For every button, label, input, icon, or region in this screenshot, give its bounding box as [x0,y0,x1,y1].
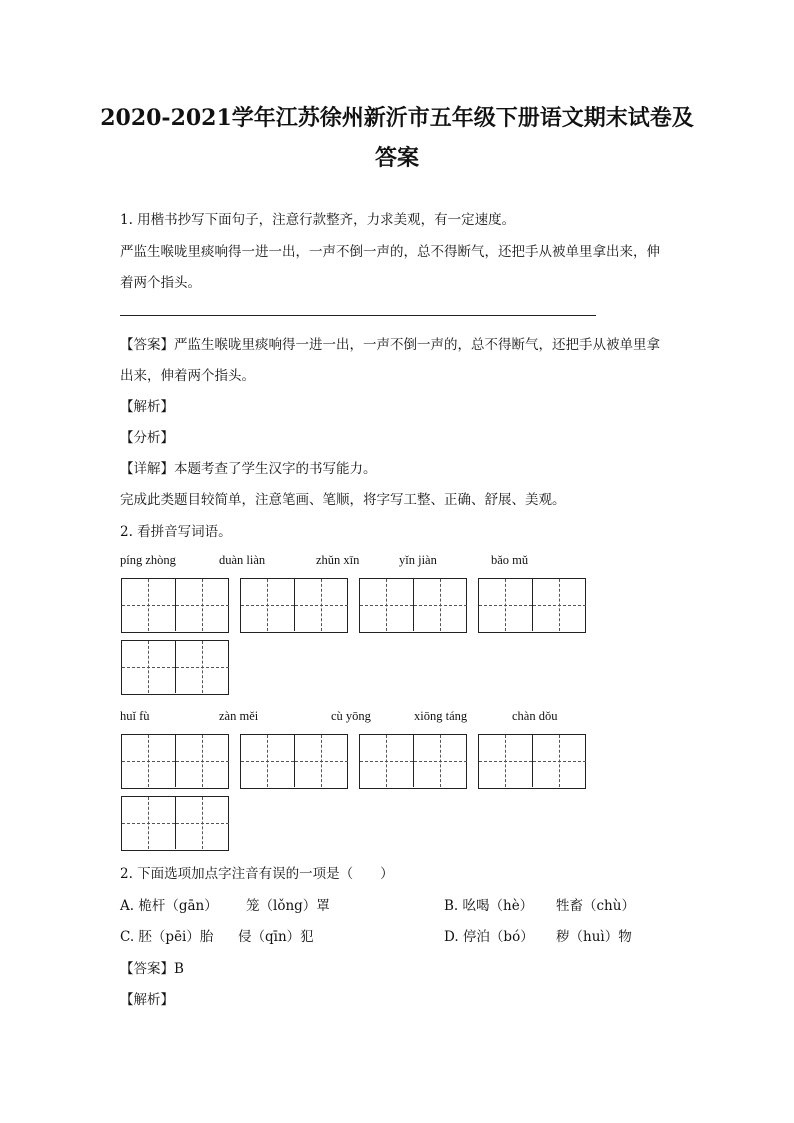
q3-option-d-1: D. 停泊（bó） [444,929,534,945]
pinyin-label: yǐn jiàn [399,553,437,567]
tianzige-box[interactable] [121,640,229,695]
q3-option-b-1: B. 吆喝（hè） [444,898,534,914]
pinyin-label: zhǔn xīn [316,553,360,567]
title-line-1: 2020-2021学年江苏徐州新沂市五年级下册语文期末试卷及 [100,105,694,131]
answer-blank-line [120,315,596,316]
q1-answer-line-2: 出来，伸着两个指头。 [120,368,255,384]
q1-fenxi: 【分析】 [120,430,174,446]
q3-option-d-2: 秽（huì）物 [556,929,632,945]
pinyin-label: zàn měi [219,709,259,723]
q1-prompt: 1. 用楷书抄写下面句子，注意行款整齐，力求美观，有一定速度。 [120,212,516,228]
document-title [100,98,694,178]
q1-text-line-2: 着两个指头。 [120,275,201,291]
q1-explain: 完成此类题目较简单，注意笔画、笔顺，将字写工整、正确、舒展、美观。 [120,492,566,508]
pinyin-label: chàn dǒu [512,709,558,723]
tianzige-box[interactable] [359,578,467,633]
title-line-2: 答案 [374,145,419,171]
q1-xiangjie: 【详解】本题考查了学生汉字的书写能力。 [120,461,377,477]
q1-jiexi: 【解析】 [120,399,174,415]
q3-answer: 【答案】B [120,961,184,977]
tianzige-box[interactable] [240,578,348,633]
pinyin-label: huǐ fù [120,709,150,723]
tianzige-box[interactable] [240,734,348,789]
q2-prompt: 2. 看拼音写词语。 [120,524,232,540]
q3-jiexi: 【解析】 [120,992,174,1008]
tianzige-box[interactable] [121,796,229,851]
q1-answer-line-1: 【答案】严监生喉咙里痰响得一进一出，一声不倒一声的，总不得断气，还把手从被单里拿 [120,337,660,353]
pinyin-label: cù yōng [331,709,371,723]
tianzige-box[interactable] [121,734,229,789]
pinyin-label: bǎo mǔ [491,553,529,567]
pinyin-label: duàn liàn [219,553,266,567]
tianzige-box[interactable] [478,734,586,789]
q3-prompt: 2. 下面选项加点字注音有误的一项是（ ） [120,866,394,882]
q3-option-b-2: 牲畜（chù） [556,898,635,914]
q3-option-a-1: A. 桅杆（gān） [120,898,218,914]
q3-option-a-2: 笼（lǒng）罩 [246,898,330,914]
tianzige-box[interactable] [121,578,229,633]
pinyin-label: píng zhòng [120,553,176,567]
tianzige-box[interactable] [478,578,586,633]
q3-option-c-2: 侵（qīn）犯 [238,929,314,945]
pinyin-label: xiōng táng [414,709,468,723]
q3-option-c-1: C. 胚（pēi）胎 [120,929,214,945]
q1-text-line-1: 严监生喉咙里痰响得一进一出，一声不倒一声的，总不得断气，还把手从被单里拿出来，伸 [120,244,660,260]
tianzige-box[interactable] [359,734,467,789]
